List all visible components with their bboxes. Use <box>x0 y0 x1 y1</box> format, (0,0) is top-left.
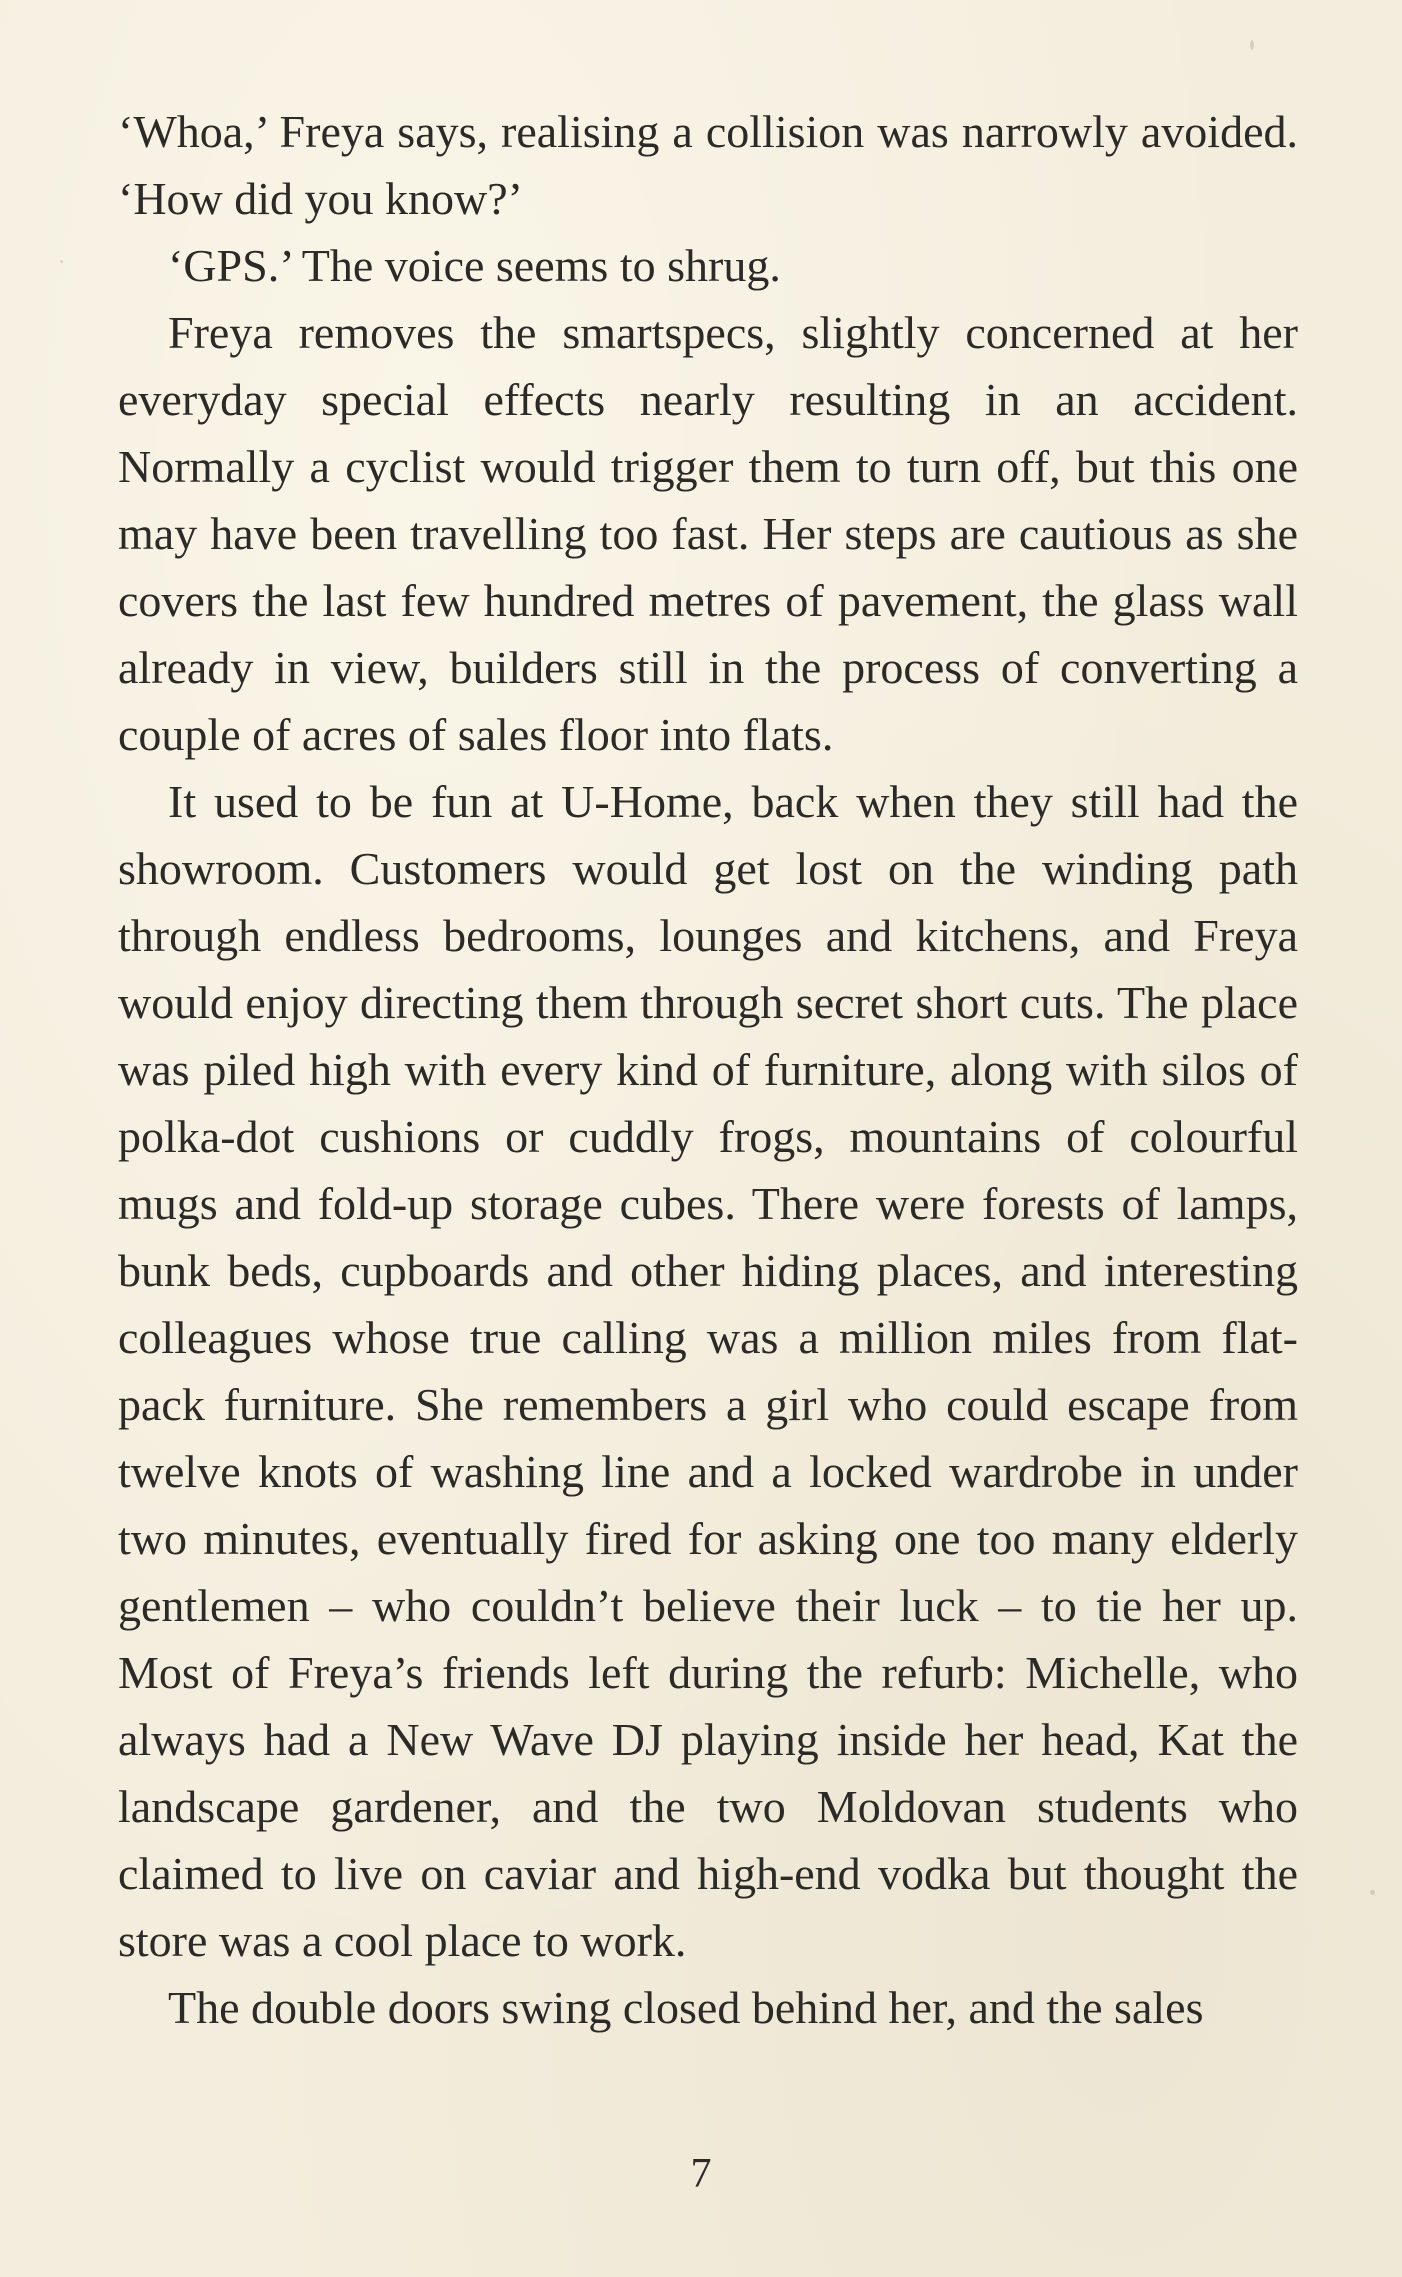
paragraph: It used to be fun at U-Home, back when they still had the showroom. Customers would get lost on the winding path through endless bedrooms, lounges and kitchens, and Freya would enjoy directing them through secret short cuts. The place was piled high with every kind of furniture, along with silos of polka-dot cushions or cuddly frogs, mountains of colourful mugs and fold-up storage cubes. There were forests of lamps, bunk beds, cupboards and other hiding places, and interesting colleagues whose true calling was a million miles from flat-pack furniture. She remembers a girl who could escape from twelve knots of washing line and a locked wardrobe in under two minutes, eventually fired for asking one too many elderly gentlemen – who couldn’t believe their luck – to tie her up. Most of Freya’s friends left during the refurb: Michelle, who always had a New Wave DJ playing inside her head, Kat the landscape gardener, and the two Moldovan students who claimed to live on caviar and high-end vodka but thought the store was a cool place to work. <box>118 776 1298 1966</box>
paper-speck <box>1370 1890 1375 1895</box>
paper-speck <box>1250 40 1254 50</box>
body-text <box>118 98 1298 2041</box>
paragraph: Freya removes the smartspecs, slightly concerned at her everyday special effects nearly resulting in an accident. Normally a cyclist would trigger them to turn off, but this one may have been travelling too fast. Her steps are cautious as she covers the last few hundred metres of pavement, the glass wall already in view, builders still in the process of converting a couple of acres of sales floor into flats. <box>118 307 1298 760</box>
paragraph: ‘Whoa,’ Freya says, realising a collision was narrowly avoided. ‘How did you know?’ <box>118 106 1298 224</box>
paragraph: ‘GPS.’ The voice seems to shrug. <box>168 240 781 291</box>
paragraph: The double doors swing closed behind her, and the sales <box>168 1982 1204 2033</box>
paper-speck <box>60 260 63 263</box>
page-number: 7 <box>690 2151 712 2197</box>
